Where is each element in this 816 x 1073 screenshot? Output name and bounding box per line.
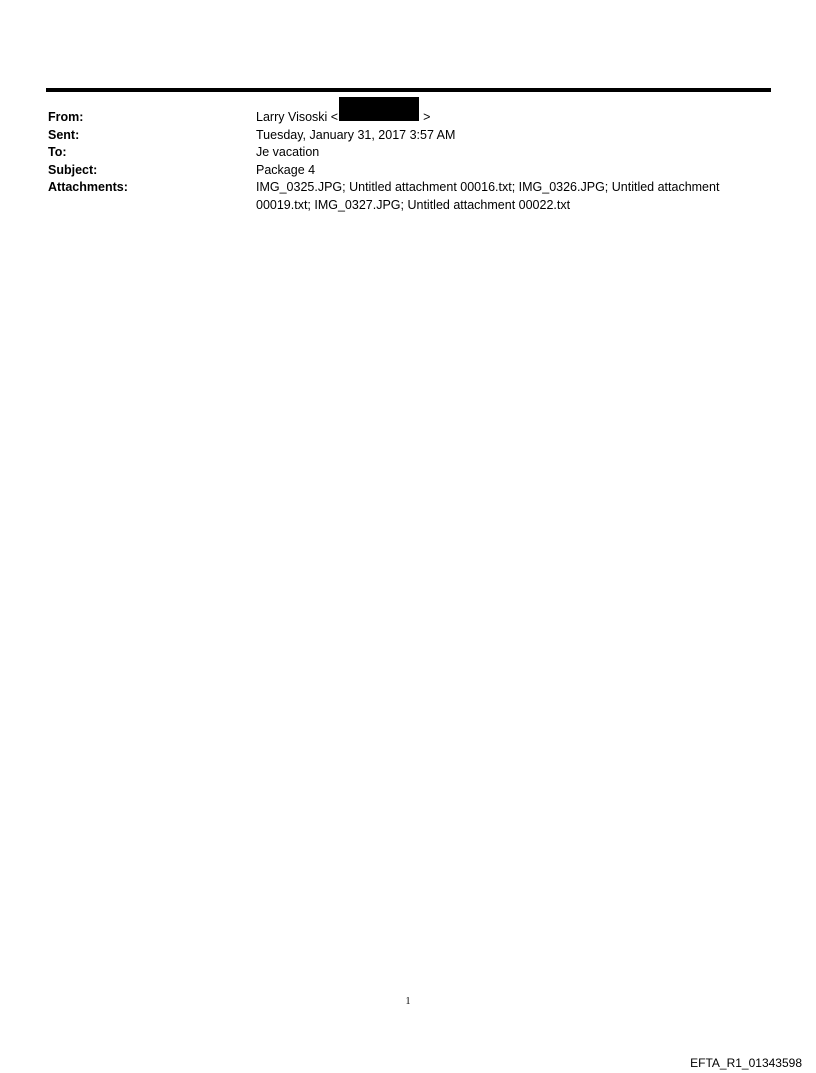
email-header — [48, 109, 768, 214]
from-row — [48, 109, 768, 127]
attachments-row — [48, 179, 768, 214]
attachments-label: Attachments: — [48, 180, 128, 194]
sent-label: Sent: — [48, 127, 80, 142]
page-number: 1 — [405, 996, 411, 1007]
attachments-value: IMG_0325.JPG; Untitled attachment 00016.txt; IMG_0326.JPG; Untitled attachment 00019.txt; IMG_0327.JPG; Untitled attachment 00022.txt — [256, 180, 720, 212]
subject-value: Package 4 — [256, 162, 316, 177]
to-value: Je vacation — [256, 145, 320, 159]
from-label: From: — [48, 110, 84, 124]
subject-label: Subject: — [48, 162, 98, 177]
sent-row — [48, 127, 768, 145]
from-close: > — [423, 110, 431, 124]
from-name: Larry Visoski < — [256, 110, 339, 124]
subject-row — [48, 162, 768, 180]
from-value — [256, 109, 768, 127]
to-label: To: — [48, 145, 67, 159]
sent-value: Tuesday, January 31, 2017 3:57 AM — [256, 127, 456, 142]
header-rule — [46, 88, 771, 92]
redaction-box — [339, 97, 419, 121]
document-id: EFTA_R1_01343598 — [690, 1056, 802, 1070]
to-row — [48, 144, 768, 162]
